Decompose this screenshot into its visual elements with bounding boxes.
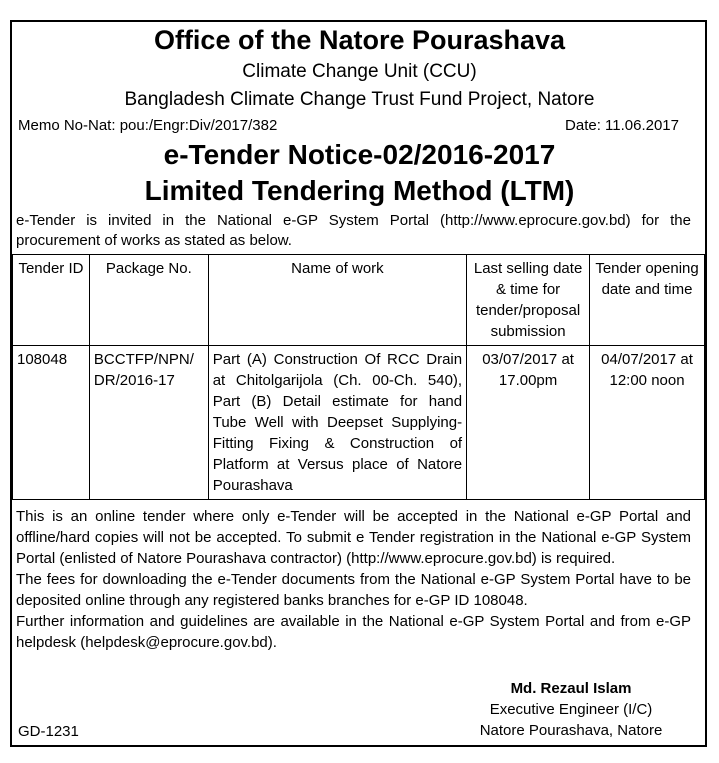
signatory-designation: Executive Engineer (I/C) [489,701,653,718]
header-package: Package No. [89,255,208,346]
header-name-of-work: Name of work [208,255,466,346]
tender-table [12,254,705,500]
header-tender-id: Tender ID [13,255,90,346]
tender-method: Limited Tendering Method (LTM) [144,175,575,206]
table-header-row [13,255,705,346]
guidelines-paragraph: Further information and guidelines are available in the National e-GP System Portal and from e-GP helpdesk (helpdesk@eprocure.gov.bd). [16,613,691,651]
cell-last-selling: 03/07/2017 at 17.00pm [467,346,590,500]
notice-date: Date: 11.06.2017 [565,117,679,134]
memo-number: Memo No-Nat: pou:/Engr:Div/2017/382 [18,117,278,134]
fees-paragraph: The fees for downloading the e-Tender documents from the National e-GP System Portal have to be deposited online through any registered banks branches for e-GP ID 108048. [16,571,691,609]
gd-code: GD-1231 [18,723,79,740]
cell-name-of-work: Part (A) Construction Of RCC Drain at Chitolgarijola (Ch. 00-Ch. 540), Part (B) Detail estimate for hand Tube Well with Deepset Supplying-Fitting Fixing & Construction of Platform at Versus place of Natore Pourashava [208,346,466,500]
cell-package: BCCTFP/NPN/DR/2016-17 [89,346,208,500]
project-name: Bangladesh Climate Change Trust Fund Project, Natore [124,89,595,110]
signature-block [446,678,696,741]
online-tender-paragraph: This is an online tender where only e-Tender will be accepted in the National e-GP Portal and offline/hard copies will not be accepted. To submit e Tender registration in the National e-GP System Portal (enlisted of Natore Pourashava contractor) (http://www.eprocure.gov.bd) is required. [16,508,691,567]
signatory-office: Natore Pourashava, Natore [479,722,663,739]
intro-paragraph: e-Tender is invited in the National e-GP System Portal (http://www.eprocure.gov.bd) for the procurement of works as stated as below. [16,212,691,249]
unit-name: Climate Change Unit (CCU) [242,61,477,82]
notice-title: e-Tender Notice-02/2016-2017 [163,139,556,170]
cell-tender-id: 108048 [13,346,90,500]
table-row [13,346,705,500]
cell-opening: 04/07/2017 at 12:00 noon [590,346,705,500]
notice-body [16,506,691,653]
office-title: Office of the Natore Pourashava [153,25,566,55]
header-last-selling: Last selling date & time for tender/proposal submission [467,255,590,346]
signatory-name: Md. Rezaul Islam [510,680,632,697]
header-opening: Tender opening date and time [590,255,705,346]
